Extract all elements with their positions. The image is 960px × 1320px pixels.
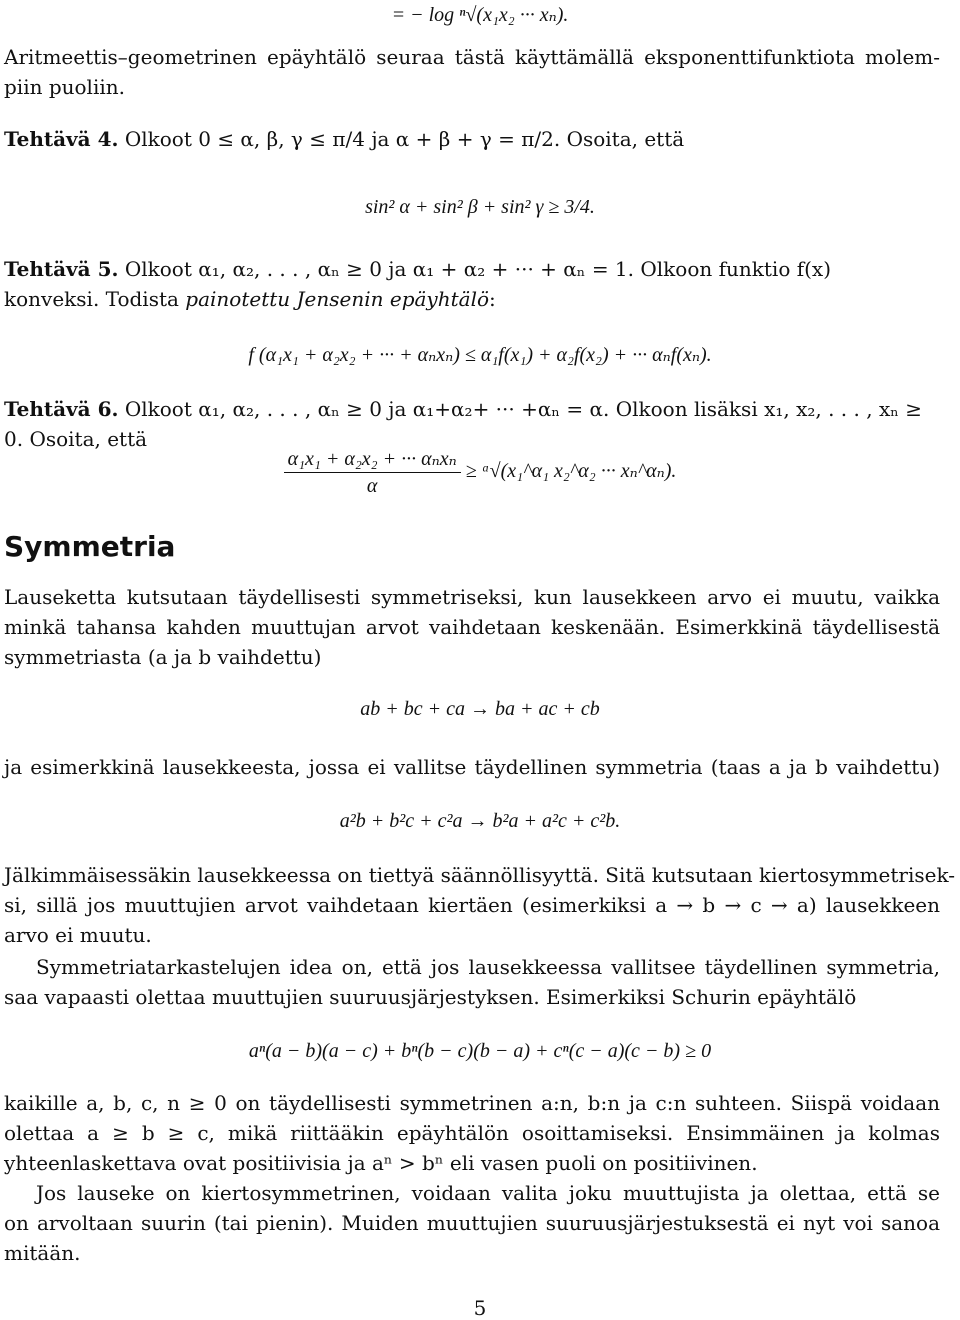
- task4-statement: [4, 124, 940, 154]
- task5-line2-text: konveksi. Todista: [4, 287, 179, 311]
- cyclic-example-equation: a²b + b²c + c²a → b²a + a²c + c²b.: [339, 810, 621, 832]
- para7-line2: on arvoltaan suurin (tai pienin). Muiden muuttujien suuruusjärjestuksestä ei nyt voi sanoa: [4, 1211, 940, 1235]
- para2-line3: symmetriasta (a ja b vaihdettu): [4, 645, 322, 669]
- top-equation: = − log ⁿ√(x₁x₂ ··· xₙ).: [391, 4, 569, 26]
- para6-line1: kaikille a, b, c, n ≥ 0 on täydellisesti symmetrinen a:n, b:n ja c:n suhteen. Siispä voidaan: [4, 1091, 940, 1115]
- para4-line2: si, sillä jos muuttujien arvot vaihdetaan kiertäen (esimerkiksi a → b → c → a) lausekkeen: [4, 893, 940, 917]
- para6-line3: yhteenlaskettava ovat positiivisia ja aⁿ > bⁿ eli vasen puoli on positiivinen.: [4, 1151, 758, 1175]
- task5-equation: f (α₁x₁ + α₂x₂ + ··· + αₙxₙ) ≤ α₁f(x₁) + α₂f(x₂) + ··· αₙf(xₙ).: [248, 344, 712, 366]
- task6-line2: 0. Osoita, että: [4, 427, 148, 451]
- task6-rhs: ≥ ᵅ√(x₁^α₁ x₂^α₂ ··· xₙ^αₙ).: [465, 460, 677, 483]
- para5-line2: saa vapaasti olettaa muuttujien suuruusjärjestyksen. Esimerkiksi Schurin epäyhtälö: [4, 985, 857, 1009]
- task6-denominator: α: [366, 475, 378, 497]
- task6-label: Tehtävä 6.: [4, 397, 119, 421]
- task4-label: Tehtävä 4.: [4, 127, 119, 151]
- para5-line1: Symmetriatarkastelujen idea on, että jos lausekkeessa vallitsee täydellinen symmetria,: [36, 955, 940, 979]
- para7-line1: Jos lauseke on kiertosymmetrinen, voidaan valita joku muuttujista ja olettaa, että se: [36, 1181, 940, 1205]
- para2-line1: Lauseketta kutsutaan täydellisesti symmetriseksi, kun lausekkeen arvo ei muutu, vaikka: [4, 585, 940, 609]
- task5-line1: Olkoot α₁, α₂, . . . , αₙ ≥ 0 ja α₁ + α₂ + ··· + αₙ = 1. Olkoon funktio f(x): [124, 257, 832, 281]
- task6-fraction: [284, 446, 461, 499]
- task6-line1: Olkoot α₁, α₂, . . . , αₙ ≥ 0 ja α₁+α₂+ ··· +αₙ = α. Olkoon lisäksi x₁, x₂, . . . , xₙ ≥: [124, 397, 923, 421]
- task4-equation: sin² α + sin² β + sin² γ ≥ 3/4.: [365, 196, 595, 218]
- para4-line3: arvo ei muutu.: [4, 923, 152, 947]
- para1-line2: piin puoliin.: [4, 75, 125, 99]
- para1-line1: Aritmeettis–geometrinen epäyhtälö seuraa tästä käyttämällä eksponenttifunktiota molem-: [4, 45, 940, 69]
- task5-line2: [4, 284, 940, 314]
- page-number: 5: [473, 1296, 487, 1320]
- task6-numerator: α₁x₁ + α₂x₂ + ··· αₙxₙ: [284, 446, 461, 473]
- task6-line1-wrap: [4, 394, 940, 424]
- schur-inequality: aⁿ(a − b)(a − c) + bⁿ(b − c)(b − a) + cⁿ(c − a)(c − b) ≥ 0: [248, 1040, 712, 1062]
- para7-line3: mitään.: [4, 1241, 81, 1265]
- task5-label: Tehtävä 5.: [4, 257, 119, 281]
- section-heading: Symmetria: [4, 530, 176, 563]
- symmetric-example-equation: ab + bc + ca → ba + ac + cb: [360, 698, 600, 720]
- para4-line1: Jälkimmäisessäkin lausekkeessa on tiettyä säännöllisyyttä. Sitä kutsutaan kiertosymmetrisek-: [4, 863, 955, 887]
- task6-equation: [0, 446, 960, 499]
- task5-line1-wrap: [4, 254, 940, 284]
- task4-text: Olkoot 0 ≤ α, β, γ ≤ π/4 ja α + β + γ = π/2. Osoita, että: [124, 127, 685, 151]
- para2-line2: minkä tahansa kahden muuttujan arvot vaihdetaan keskenään. Esimerkkinä täydellisestä: [4, 615, 940, 639]
- jensen-term: painotettu Jensenin epäyhtälö: [185, 287, 490, 311]
- para3: ja esimerkkinä lausekkeesta, jossa ei vallitse täydellinen symmetria (taas a ja b vaihdettu): [4, 755, 940, 779]
- para6-line2: olettaa a ≥ b ≥ c, mikä riittääkin epäyhtälön osoittamiseksi. Ensimmäinen ja kolmas: [4, 1121, 940, 1145]
- task5-colon: :: [489, 287, 496, 311]
